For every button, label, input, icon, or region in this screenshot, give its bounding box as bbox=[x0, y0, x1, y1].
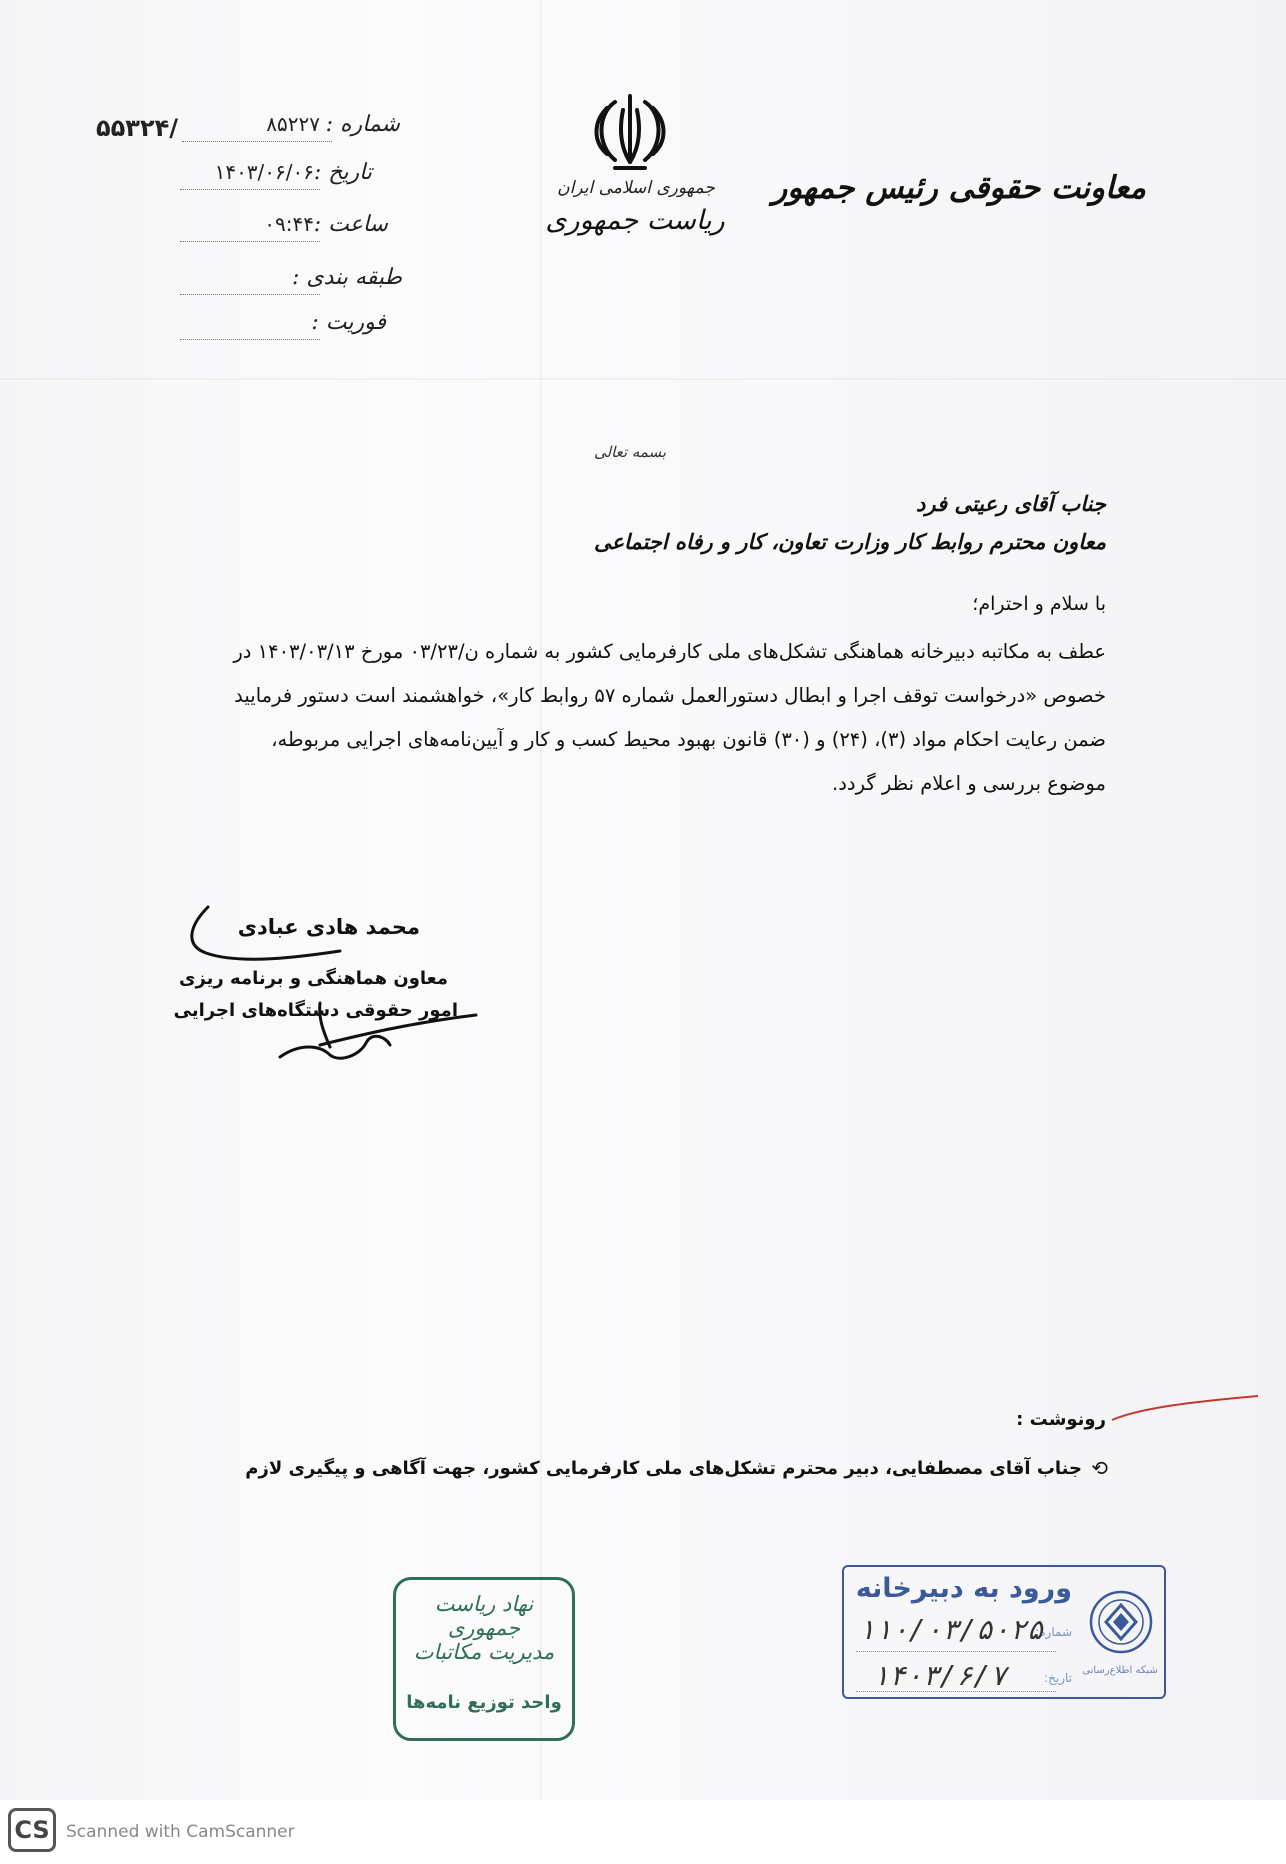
stamp-number-dotted-line bbox=[856, 1651, 1056, 1652]
time-value: ۰۹:۴۴ bbox=[264, 212, 314, 236]
time-dotted-line bbox=[180, 241, 320, 242]
meta-number-row bbox=[180, 112, 400, 146]
stamp-number-value: ۱۱۰/۰۳/۵۰۲۵ bbox=[858, 1613, 1044, 1646]
date-value: ۱۴۰۳/۰۶/۰۶ bbox=[214, 160, 314, 184]
recipient-name: جناب آقای رعیتی فرد bbox=[916, 492, 1106, 516]
meta-date-row bbox=[180, 160, 372, 194]
letter-body bbox=[146, 630, 1106, 806]
body-line: موضوع بررسی و اعلام نظر گردد. bbox=[832, 772, 1106, 795]
meta-time-row bbox=[180, 212, 388, 246]
red-pen-mark bbox=[1110, 1390, 1260, 1430]
cc-recipient-line: جناب آقای مصطفایی، دبیر محترم تشکل‌های ملی کارفرمایی کشور، جهت آگاهی و پیگیری لازم bbox=[245, 1458, 1082, 1479]
urgency-dotted-line bbox=[180, 339, 320, 340]
secondary-document-number: ۵۵۳۲۴/ bbox=[96, 114, 179, 142]
body-line: ضمن رعایت احکام مواد (۳)، (۲۴) و (۳۰) قانون بهبود محیط کسب و کار و آیین‌نامه‌های اجرایی مربوطه، bbox=[271, 728, 1106, 751]
date-dotted-line bbox=[180, 189, 320, 190]
classification-label: طبقه بندی : bbox=[292, 265, 402, 290]
besmele-heading: بسمه تعالی bbox=[594, 443, 667, 461]
meta-classification-row bbox=[180, 265, 402, 299]
logo-caption: شبکه اطلاع‌رسانی bbox=[1082, 1665, 1158, 1676]
signatory-name: محمد هادی عبادی bbox=[237, 915, 420, 939]
stamp-line-3: واحد توزیع نامه‌ها bbox=[406, 1692, 562, 1713]
signatory-title-line1: معاون هماهنگی و برنامه ریزی bbox=[178, 968, 448, 989]
camscanner-watermark: Scanned with CamScanner bbox=[66, 1822, 295, 1842]
number-label: شماره : bbox=[325, 112, 400, 137]
stamp-line-2: مدیریت مکاتبات bbox=[413, 1640, 555, 1664]
paper-fold-horizontal bbox=[0, 378, 1286, 380]
classification-dotted-line bbox=[180, 294, 320, 295]
date-label: تاریخ : bbox=[313, 160, 372, 185]
emblem-caption-small: جمهوری اسلامی ایران bbox=[557, 178, 715, 198]
meta-urgency-row bbox=[180, 310, 386, 344]
cc-label: رونوشت : bbox=[1016, 1409, 1106, 1430]
paper-fold-vertical bbox=[540, 0, 542, 1800]
iran-emblem-icon bbox=[585, 90, 675, 174]
recipient-title: معاون محترم روابط کار وزارت تعاون، کار و رفاه اجتماعی bbox=[593, 530, 1106, 554]
urgency-label: فوریت : bbox=[311, 310, 386, 335]
body-line: عطف به مکاتبه دبیرخانه هماهنگی تشکل‌های ملی کارفرمایی کشور به شماره ن/۰۳/۲۳ مورخ ۱۴۰۳/۰۳/۱۳ در bbox=[233, 640, 1106, 663]
organization-logo-icon bbox=[1088, 1589, 1154, 1655]
time-label: ساعت : bbox=[313, 212, 388, 237]
stamp-date-label: تاریخ: bbox=[1044, 1671, 1072, 1685]
body-line: خصوص «درخواست توقف اجرا و ابطال دستورالعمل شماره ۵۷ روابط کار»، خواهشمند است دستور فرمایید bbox=[234, 684, 1106, 707]
camscanner-logo-icon: CS bbox=[8, 1808, 56, 1852]
emblem-caption-large: ریاست جمهوری bbox=[545, 205, 725, 236]
stamp-title: ورود به دبیرخانه bbox=[855, 1573, 1072, 1604]
number-value: ۸۵۲۲۷ bbox=[266, 112, 320, 136]
cc-bullet-icon: ⟲ bbox=[1091, 1456, 1108, 1480]
greeting: با سلام و احترام؛ bbox=[972, 593, 1106, 615]
secretariat-entry-stamp bbox=[842, 1565, 1166, 1699]
number-dotted-line bbox=[182, 141, 332, 142]
stamp-date-value: ۱۴۰۳/۶/۷ bbox=[872, 1659, 1007, 1692]
presidency-distribution-stamp bbox=[393, 1577, 575, 1741]
signatory-title-line2: امور حقوقی دستگاه‌های اجرایی bbox=[173, 1000, 458, 1021]
office-title: معاونت حقوقی رئیس جمهور bbox=[772, 170, 1146, 206]
stamp-line-1: نهاد ریاست جمهوری bbox=[434, 1592, 534, 1640]
stamp-number-label: شماره: bbox=[1035, 1625, 1072, 1639]
